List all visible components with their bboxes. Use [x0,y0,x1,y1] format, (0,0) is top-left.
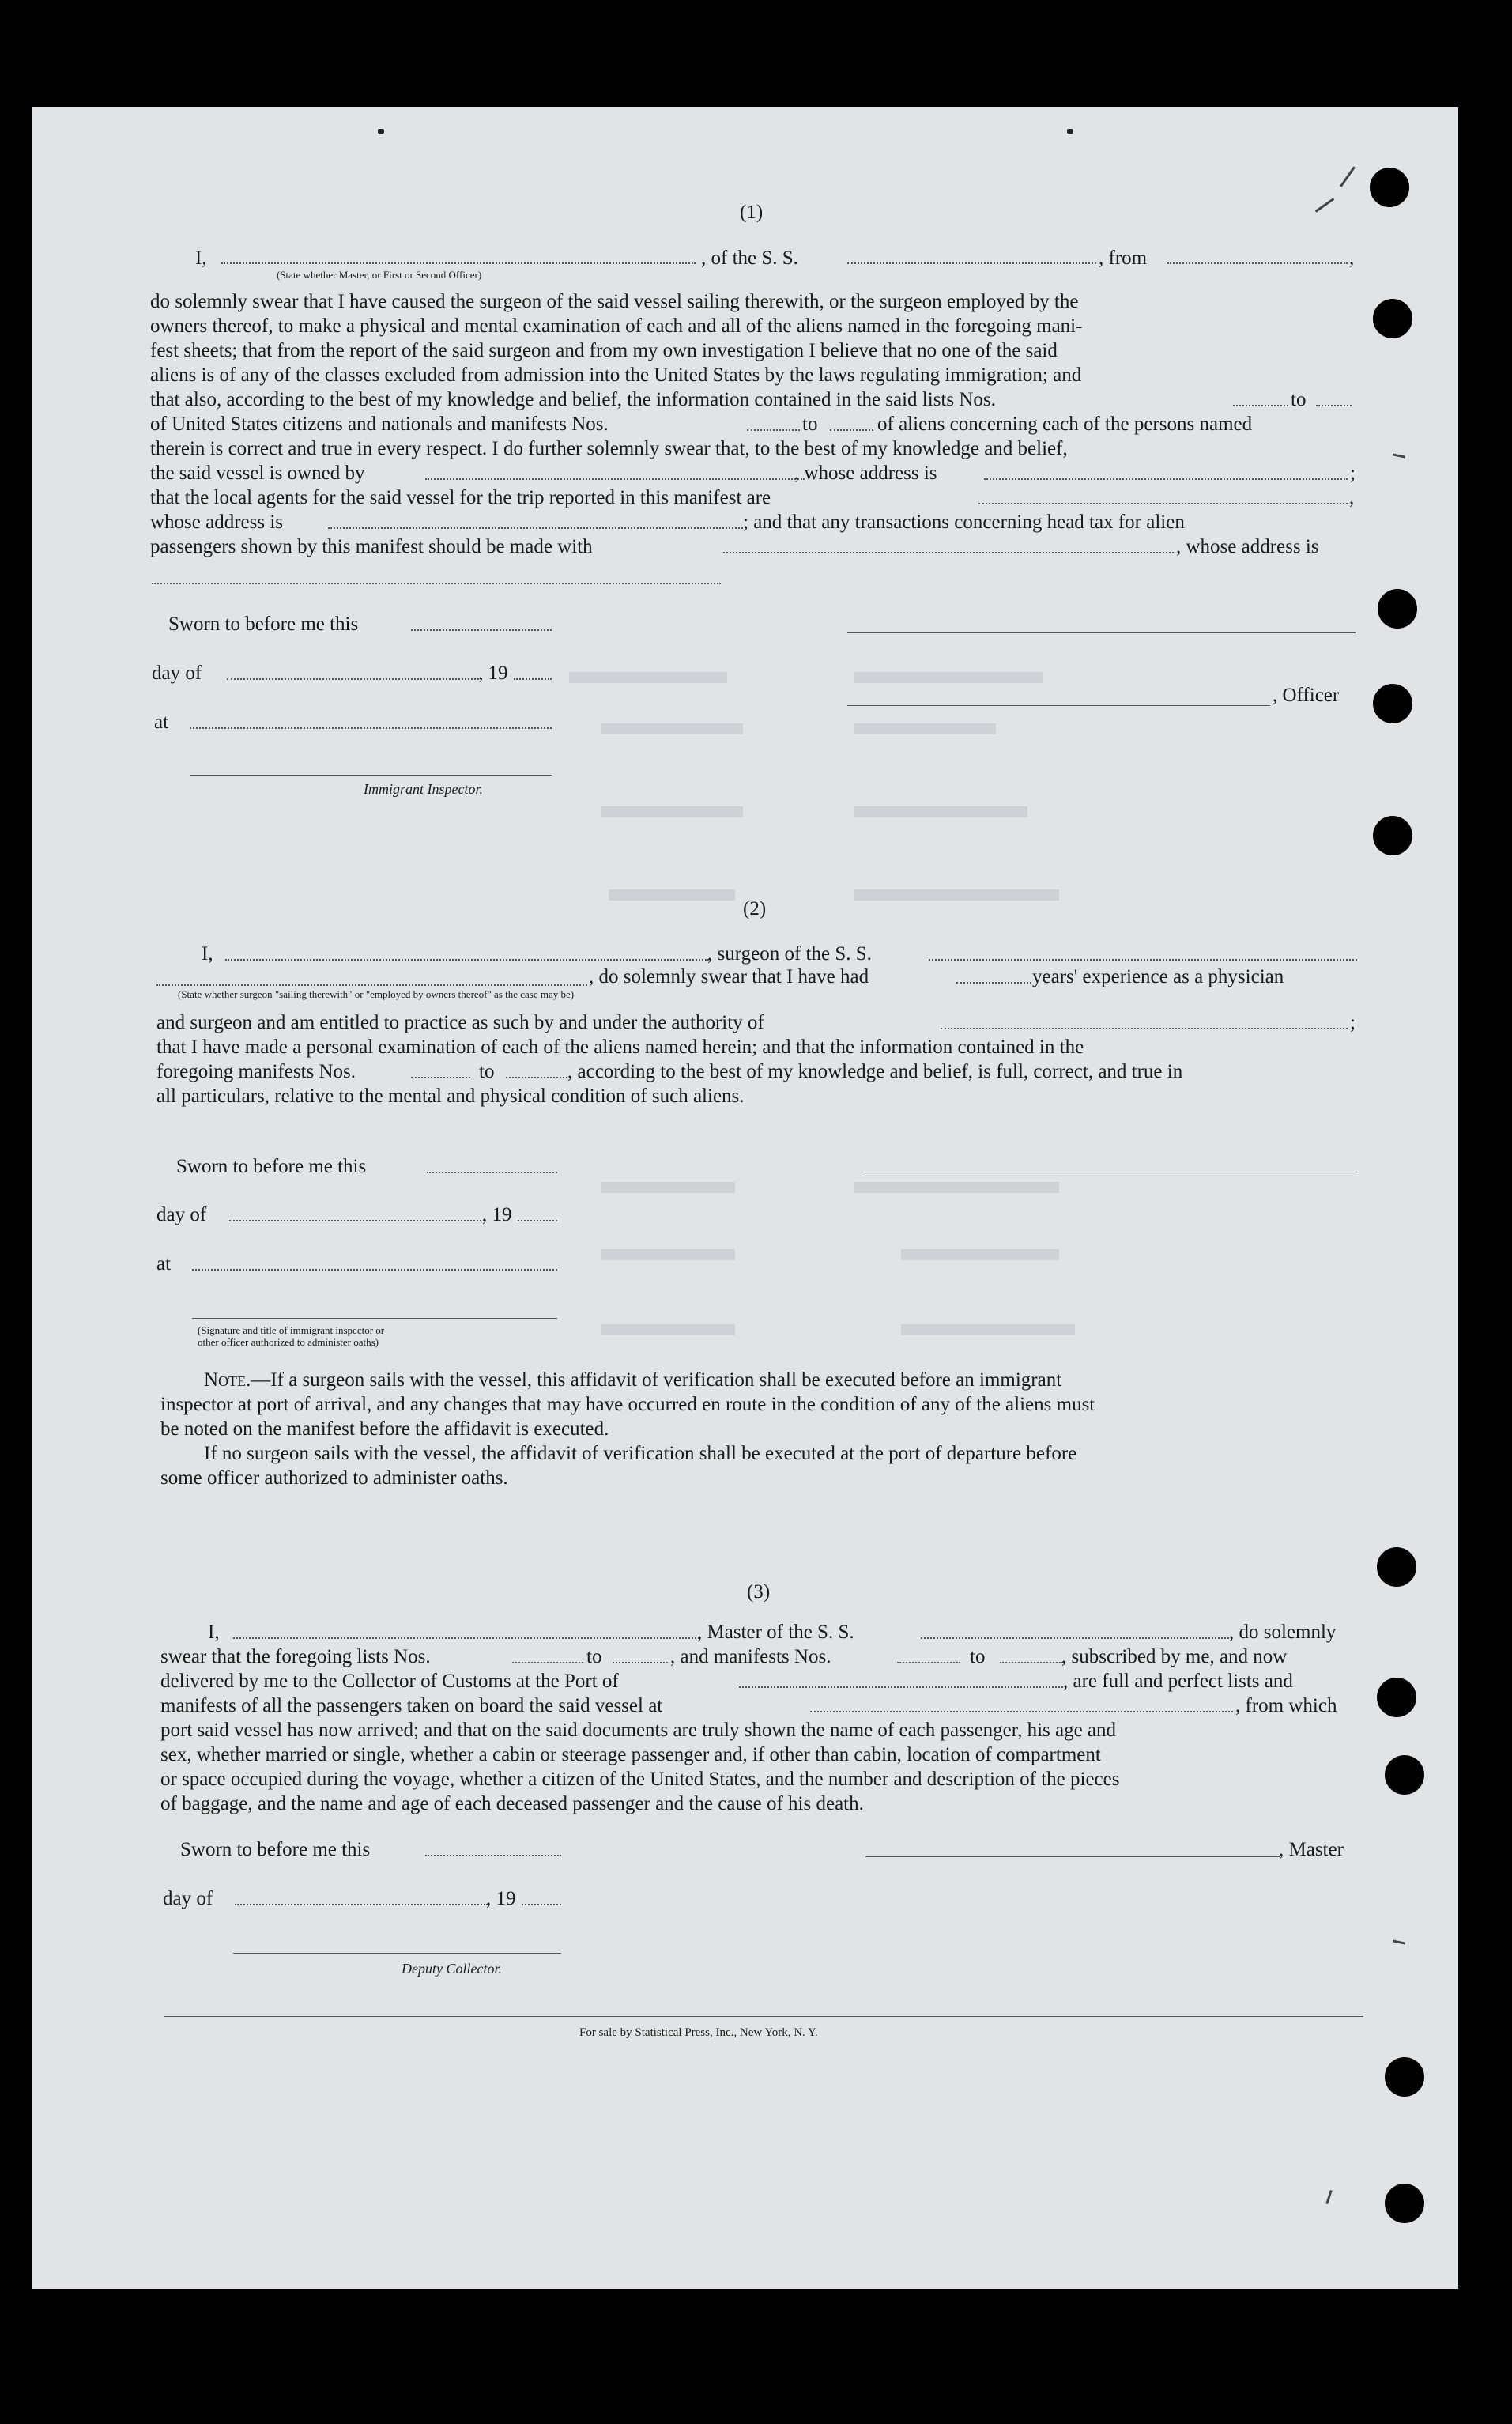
s2-day-field[interactable] [229,1220,485,1221]
s1-from-label: , from [1099,247,1148,269]
s1-whose-address: , whose address is [794,463,937,484]
punch-hole [1385,2184,1424,2223]
s3-sworn-label: Sworn to before me this [180,1839,371,1860]
s2-note-text-1: —If a surgeon sails with the vessel, this affidavit of verification shall be executed before an immigrant [251,1369,1062,1391]
bleed-through [854,806,1027,817]
s2-authority-field[interactable] [941,1028,1348,1029]
bleed-through [854,889,1059,901]
print-mark [1067,129,1073,134]
punch-hole [1377,1547,1416,1587]
s3-year-field[interactable] [522,1904,561,1905]
s1-inspector-label: Immigrant Inspector. [364,781,483,797]
s1-body-line-10: whose address is [150,512,284,533]
s1-top-signature-line[interactable] [847,632,1356,633]
section-3-number: (3) [747,1581,771,1603]
s3-l4: port said vessel has now arrived; and that on the said documents are truly shown the name of each passenger, his age and [160,1720,1117,1741]
s1-manifests-to-field[interactable] [830,429,873,431]
s3-master-signature-line[interactable] [865,1856,1280,1857]
s3-collector-label: Deputy Collector. [402,1961,502,1977]
s1-officer-label: , Officer [1273,685,1340,706]
bleed-through [901,1249,1059,1260]
s2-note-line-5: some officer authorized to administer oaths. [160,1467,508,1489]
s3-to-label-2: to [970,1646,986,1667]
s1-to-label: to [1291,389,1307,410]
s1-to-label-2: to [802,413,818,435]
s1-comma-2: , [1349,487,1355,508]
s1-i-label: I, [195,247,207,269]
bleed-through [601,723,743,734]
s2-foregoing-b: , according to the best of my knowledge and belief, is full, correct, and true in [567,1061,1183,1082]
s1-owner-address-field[interactable] [984,478,1348,480]
s3-sworn-field[interactable] [425,1855,561,1856]
s1-of-aliens: of aliens concerning each of the persons named [877,413,1253,435]
printer-footer: For sale by Statistical Press, Inc., New York, N. Y. [579,2026,818,2039]
s3-manifests-from-field[interactable] [897,1662,960,1663]
s1-body-line-4: aliens is of any of the classes excluded from admission into the United States by the laws regulating immigration; and [150,364,1082,386]
s2-years-field[interactable] [956,982,1031,984]
punch-hole [1385,2057,1424,2097]
s1-day-of-label: day of [152,663,202,684]
s1-day-field[interactable] [227,678,482,680]
s1-officer-signature-line[interactable] [847,705,1270,706]
s1-inspector-signature-line[interactable] [190,775,552,776]
bleed-through [569,672,727,683]
s2-note-line-4: If no surgeon sails with the vessel, the affidavit of verification shall be executed at the port of departure before [204,1443,1077,1464]
s1-year-field[interactable] [514,678,552,680]
s1-head-tax-address-field[interactable] [152,583,721,584]
s1-body-line-3: fest sheets; that from the report of the said surgeon and from my own investigation I believe that no one of the said [150,340,1058,361]
s3-lists-from-field[interactable] [512,1662,583,1663]
s2-sworn-field[interactable] [427,1172,557,1173]
s2-sworn-label: Sworn to before me this [176,1156,367,1177]
s2-manifests-from-field[interactable] [411,1077,470,1078]
s2-note-line-3: be noted on the manifest before the affidavit is executed. [160,1418,609,1440]
s1-of-ss-label: , of the S. S. [701,247,798,269]
s2-year-field[interactable] [518,1220,557,1221]
s2-at-field[interactable] [192,1269,557,1271]
s3-i-label: I, [208,1622,220,1643]
s1-sworn-field[interactable] [411,629,552,631]
bleed-through [601,1249,735,1260]
s2-day-of-label: day of [156,1204,207,1225]
s1-body-line-8: the said vessel is owned by [150,463,365,484]
punch-hole [1373,816,1412,855]
s1-semicolon: ; [1350,463,1356,484]
bleed-through [601,1324,735,1335]
s3-day-of-label: day of [163,1888,213,1909]
s1-body-line-11: passengers shown by this manifest should be made with [150,536,593,557]
s3-manifests-to-field[interactable] [1000,1662,1063,1663]
s1-at-label: at [154,712,169,733]
s2-ship-field[interactable] [929,959,1357,961]
s3-lists-to-field[interactable] [613,1662,668,1663]
s2-swear: , do solemnly swear that I have had [589,966,869,987]
s2-sig-hint-2: other officer authorized to administer oaths) [198,1336,379,1348]
s1-body-line-6: of United States citizens and nationals and manifests Nos. [150,413,609,435]
section-2-number: (2) [743,898,767,919]
s3-do-solemnly: , do solemnly [1229,1622,1337,1643]
s3-master-label: , Master [1279,1839,1344,1860]
s2-all-line: all particulars, relative to the mental and physical condition of such aliens. [156,1086,745,1107]
s3-l7: of baggage, and the name and age of each deceased passenger and the cause of his death. [160,1793,864,1814]
s3-l1-a: swear that the foregoing lists Nos. [160,1646,431,1667]
s1-role-hint: (State whether Master, or First or Second Officer) [277,269,482,281]
s1-head-tax: ; and that any transactions concerning head tax for alien [743,512,1185,533]
s1-head-tax-field[interactable] [723,552,1174,553]
s1-whose-address-2: , whose address is [1176,536,1319,557]
s2-foregoing-a: foregoing manifests Nos. [156,1061,356,1082]
s2-note-label: Note. [204,1369,251,1391]
s3-vessel-port-field[interactable] [810,1711,1233,1712]
s2-i-label: I, [202,943,213,965]
punch-hole [1373,299,1412,338]
s2-at-label: at [156,1253,172,1274]
section-1-number: (1) [740,202,764,223]
s2-to-label: to [479,1061,495,1082]
s3-ship-field[interactable] [921,1637,1229,1639]
s2-sig-hint-1: (Signature and title of immigrant inspector or [198,1324,385,1336]
bleed-through [854,672,1043,683]
s1-agents-field[interactable] [978,503,1348,504]
s3-l5: sex, whether married or single, whether a cabin or steerage passenger and, if other than cabin, location of compartment [160,1744,1101,1765]
s1-sworn-label: Sworn to before me this [168,614,359,635]
s2-surgeon-status-field[interactable] [156,984,587,986]
s2-exam-line: that I have made a personal examination of each of the aliens named herein; and that the information contained in the [156,1036,1084,1058]
s1-lists-from-field[interactable] [1233,405,1288,406]
bleed-through [854,1182,1059,1193]
punch-hole [1385,1755,1424,1795]
s2-semicolon: ; [1350,1012,1356,1033]
s3-l1-b: , and manifests Nos. [670,1646,831,1667]
bleed-through [854,723,996,734]
s1-from-field[interactable] [1167,262,1348,264]
s3-port-field[interactable] [739,1686,1063,1688]
s1-lists-to-field[interactable] [1316,405,1352,406]
punch-hole [1377,1678,1416,1717]
s1-agents-address-field[interactable] [328,527,743,529]
s1-body-line-9: that the local agents for the said vessel for the trip reported in this manifest are [150,487,771,508]
s3-l3-b: , from which [1235,1695,1337,1716]
s3-year-label: , 19 [486,1888,516,1909]
s2-years-label: years' experience as a physician [1032,966,1284,987]
s1-body-line-5: that also, according to the best of my knowledge and belief, the information contained in the said lists Nos. [150,389,996,410]
punch-hole [1378,589,1417,629]
s2-manifests-to-field[interactable] [506,1077,567,1078]
punch-hole [1373,684,1412,723]
s2-surgeon-field[interactable] [225,959,709,961]
s1-officer-field[interactable] [221,262,696,264]
s1-owner-field[interactable] [425,478,805,480]
s1-at-field[interactable] [190,727,552,729]
bleed-through [601,1182,735,1193]
s3-l1-c: , subscribed by me, and now [1061,1646,1288,1667]
s3-collector-signature-line[interactable] [233,1953,561,1954]
s2-surgeon-of: , surgeon of the S. S. [707,943,872,965]
s3-l6: or space occupied during the voyage, whether a citizen of the United States, and the number and description of the pieces [160,1769,1120,1790]
s1-body-line-1: do solemnly swear that I have caused the surgeon of the said vessel sailing therewith, or the surgeon employed by the [150,291,1079,312]
s1-manifests-from-field[interactable] [747,429,800,431]
footer-rule [164,2016,1363,2017]
bleed-through [601,806,743,817]
s2-officer-signature-line[interactable] [192,1318,557,1319]
print-mark [378,129,384,134]
s1-body-line-7: therein is correct and true in every respect. I do further solemnly swear that, to the best of my knowledge and belief, [150,438,1068,459]
s1-ship-field[interactable] [847,262,1096,264]
s3-master-of: , Master of the S. S. [697,1622,854,1643]
s1-body-line-2: owners thereof, to make a physical and mental examination of each and all of the aliens named in the foregoing mani- [150,315,1083,337]
s3-day-field[interactable] [235,1904,488,1905]
s3-l3-a: manifests of all the passengers taken on board the said vessel at [160,1695,663,1716]
s3-l2-a: delivered by me to the Collector of Customs at the Port of [160,1671,619,1692]
bleed-through [901,1324,1075,1335]
s2-note-line-2: inspector at port of arrival, and any changes that may have occurred en route in the condition of any of the aliens must [160,1394,1095,1415]
s3-l2-b: , are full and perfect lists and [1063,1671,1293,1692]
s2-note-line-1 [204,1368,1061,1392]
s1-year-label: , 19 [478,663,508,684]
s2-authority-line: and surgeon and am entitled to practice as such by and under the authority of [156,1012,764,1033]
s3-to-label: to [586,1646,602,1667]
bleed-through [609,889,735,901]
s2-state-hint: (State whether surgeon "sailing therewith" or "employed by owners thereof" as the case may be) [178,988,575,1000]
punch-hole [1370,168,1409,207]
s2-year-label: , 19 [482,1204,512,1225]
s3-master-field[interactable] [233,1637,699,1639]
s1-comma: , [1349,247,1355,269]
